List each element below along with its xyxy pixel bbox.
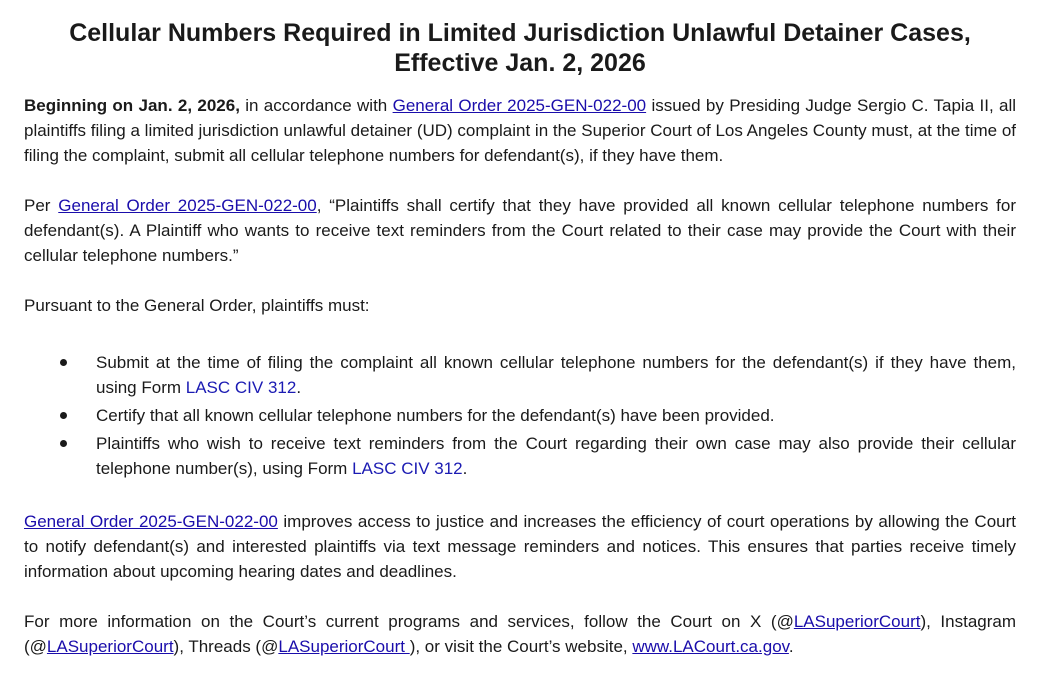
list-item (24, 403, 1016, 428)
court-website-link[interactable]: www.LACourt.ca.gov (632, 637, 789, 656)
general-order-link[interactable]: General Order 2025-GEN-022-00 (24, 512, 278, 531)
more-info-text-3: ), Threads (@ (173, 637, 279, 656)
list-item (24, 431, 1016, 481)
benefits-text: improves access to justice and increases the efficiency of court operations by allowing the Court to notify defendant(s) and interested plaintiffs via text message reminders and notices. This ensures that parties receive timely information about upcoming hearing dates and deadlines. (24, 512, 1016, 581)
intro-text-1: in accordance with (239, 96, 393, 115)
more-info-paragraph (24, 609, 1016, 659)
form-civ312-link[interactable]: LASC CIV 312 (352, 459, 463, 478)
general-order-link[interactable]: General Order 2025-GEN-022-00 (392, 96, 647, 115)
list-item-text: Submit at the time of filing the complaint all known cellular telephone numbers for the defendant(s) if they have them, using Form (96, 353, 1016, 397)
list-item-text-end: . (462, 459, 468, 478)
bullet-icon (60, 359, 67, 366)
intro-paragraph (24, 93, 1016, 168)
requirements-list (24, 350, 1016, 481)
benefits-paragraph (24, 509, 1016, 584)
list-item-text: Plaintiffs who wish to receive text reminders from the Court regarding their own case may also provide their cellular telephone number(s), using Form (96, 434, 1016, 478)
bullet-icon (60, 440, 67, 447)
x-account-link[interactable]: LASuperiorCourt (793, 612, 921, 631)
title-line-2: Effective Jan. 2, 2026 (394, 49, 646, 77)
general-order-link[interactable]: General Order 2025-GEN-022-00 (58, 196, 317, 215)
list-item-text: Certify that all known cellular telephone numbers for the defendant(s) have been provided. (96, 406, 775, 425)
form-civ312-link[interactable]: LASC CIV 312 (185, 378, 297, 397)
intro-text-2: issued by Presiding Judge Sergio C. Tapia II, all plaintiffs filing a limited jurisdiction unlawful detainer (UD) complaint in the Superior Court of Los Angeles County must, at the time of filing the complaint, submit all cellular telephone numbers for defendant(s), if they have them. (24, 96, 1017, 165)
quote-text-2: , “Plaintiffs shall certify that they have provided all known cellular telephone numbers for defendant(s). A Plaintiff who wants to receive text reminders from the Court related to their case may provide the Court with their cellular telephone numbers.” (24, 196, 1016, 265)
title-line-1: Cellular Numbers Required in Limited Jurisdiction Unlawful Detainer Cases, (69, 19, 971, 47)
page-title (24, 18, 1016, 78)
quote-text-1: Per (24, 196, 59, 215)
quote-paragraph (24, 193, 1016, 268)
threads-account-link[interactable]: LASuperiorCourt (278, 637, 410, 656)
more-info-text-5: . (788, 637, 794, 656)
effective-date-lead: Beginning on Jan. 2, 2026, (24, 96, 240, 115)
list-item-text-end: . (296, 378, 302, 397)
instagram-account-link[interactable]: LASuperiorCourt (46, 637, 174, 656)
list-item (24, 350, 1016, 400)
more-info-text-1: For more information on the Court’s current programs and services, follow the Court on X (@ (24, 612, 794, 631)
more-info-text-4: ), or visit the Court’s website, (409, 637, 633, 656)
bullet-icon (60, 412, 67, 419)
more-info-text-2: ), Instagram (@ (24, 612, 1017, 656)
requirements-intro: Pursuant to the General Order, plaintiffs must: (24, 296, 370, 315)
